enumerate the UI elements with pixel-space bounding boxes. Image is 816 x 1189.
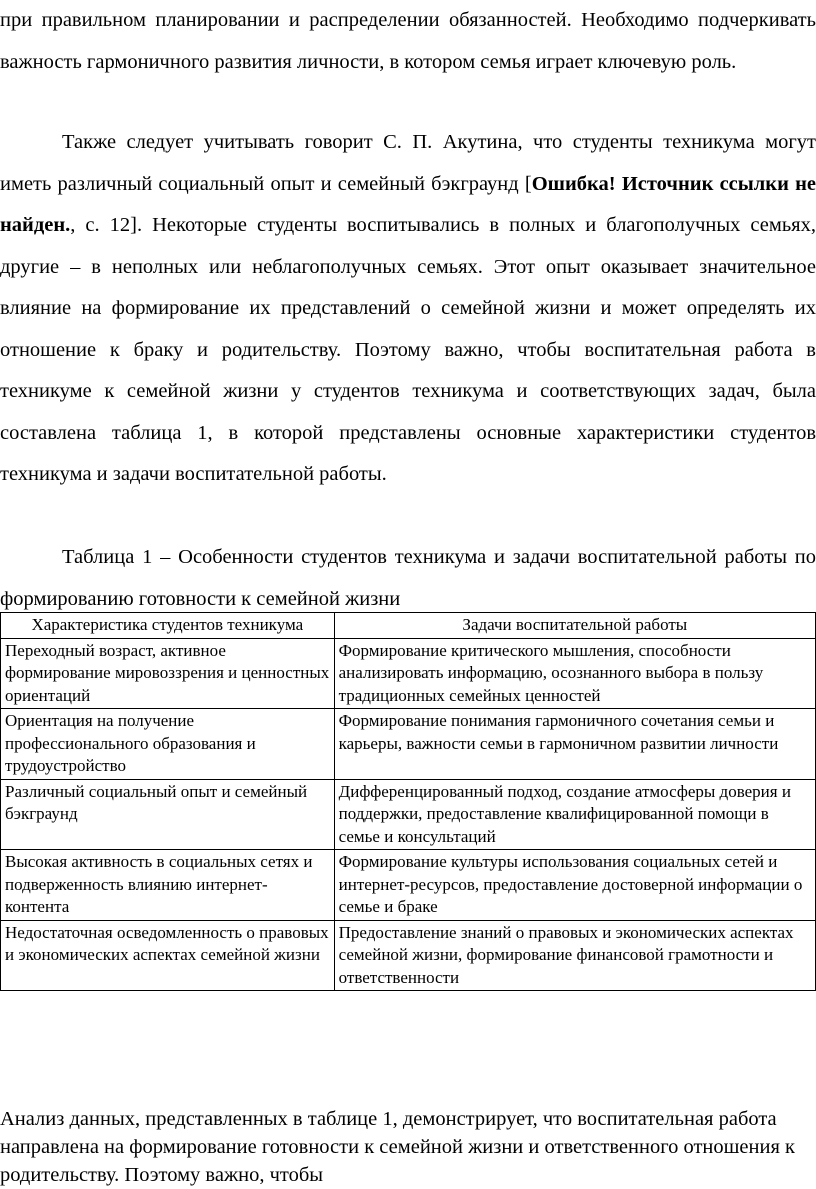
table-row (1, 779, 816, 850)
header-tasks: Задачи воспитательной работы (334, 613, 815, 639)
table-caption: Таблица 1 – Особенности студентов техникума и задачи воспитательной работы по формированию готовности к семейной жизни (0, 546, 816, 610)
paragraph-2 (0, 122, 816, 496)
table-cell: Переходный возраст, активное формирование мировоззрения и ценностных ориентаций (1, 638, 335, 709)
header-characteristics: Характеристика студентов техникума (1, 613, 335, 639)
table-cell: Различный социальный опыт и семейный бэкграунд (1, 779, 335, 850)
paragraph-2-text-end: , с. 12]. Некоторые студенты воспитывались в полных и благополучных семьях, другие – в неполных или неблагополучных семьях. Этот опыт оказывает значительное влияние на формирование их представлений о семейной жизни и может определять их отношение к браку и родительству. Поэтому важно, чтобы воспитательная работа в техникуме к семейной жизни у студентов техникума и соответствующих задач, была составлена таблица 1, в которой представлены основные характеристики студентов техникума и задачи воспитательной работы. (0, 214, 816, 485)
table-row (1, 920, 816, 991)
paragraph-2-text-start: Также следует учитывать говорит С. П. Акутина, что студенты техникума могут иметь различный социальный опыт и семейный бэкграунд [ (0, 131, 816, 195)
analysis-paragraph: Анализ данных, представленных в таблице 1, демонстрирует, что воспитательная работа направлена на формирование готовности к семейной жизни и ответственного отношения к родительству. Поэтому важно, чтобы (0, 1108, 795, 1186)
table-cell: Формирование понимания гармоничного сочетания семьи и карьеры, важности семьи в гармоничном развитии личности (334, 709, 815, 780)
table-cell: Формирование критического мышления, способности анализировать информацию, осознанного выбора в пользу традиционных семейных ценностей (334, 638, 815, 709)
table-cell: Недостаточная осведомленность о правовых и экономических аспектах семейной жизни (1, 920, 335, 991)
table-cell: Высокая активность в социальных сетях и подверженность влиянию интернет-контента (1, 850, 335, 921)
table-header-row (1, 613, 816, 639)
features-table (0, 612, 816, 991)
table-row (1, 709, 816, 780)
table-cell: Предоставление знаний о правовых и экономических аспектах семейной жизни, формирование финансовой грамотности и ответственности (334, 920, 815, 991)
paragraph-1: при правильном планировании и распределении обязанностей. Необходимо подчеркивать важность гармоничного развития личности, в котором семья играет ключевую роль. (0, 9, 816, 73)
reference-error: Ошибка! Источник ссылки не найден. (0, 172, 816, 236)
table-cell: Дифференцированный подход, создание атмосферы доверия и поддержки, предоставление квалифицированной помощи в семье и консультаций (334, 779, 815, 850)
table-cell: Формирование культуры использования социальных сетей и интернет-ресурсов, предоставление достоверной информации о семье и браке (334, 850, 815, 921)
table-row (1, 638, 816, 709)
table-cell: Ориентация на получение профессионального образования и трудоустройство (1, 709, 335, 780)
table-row (1, 850, 816, 921)
